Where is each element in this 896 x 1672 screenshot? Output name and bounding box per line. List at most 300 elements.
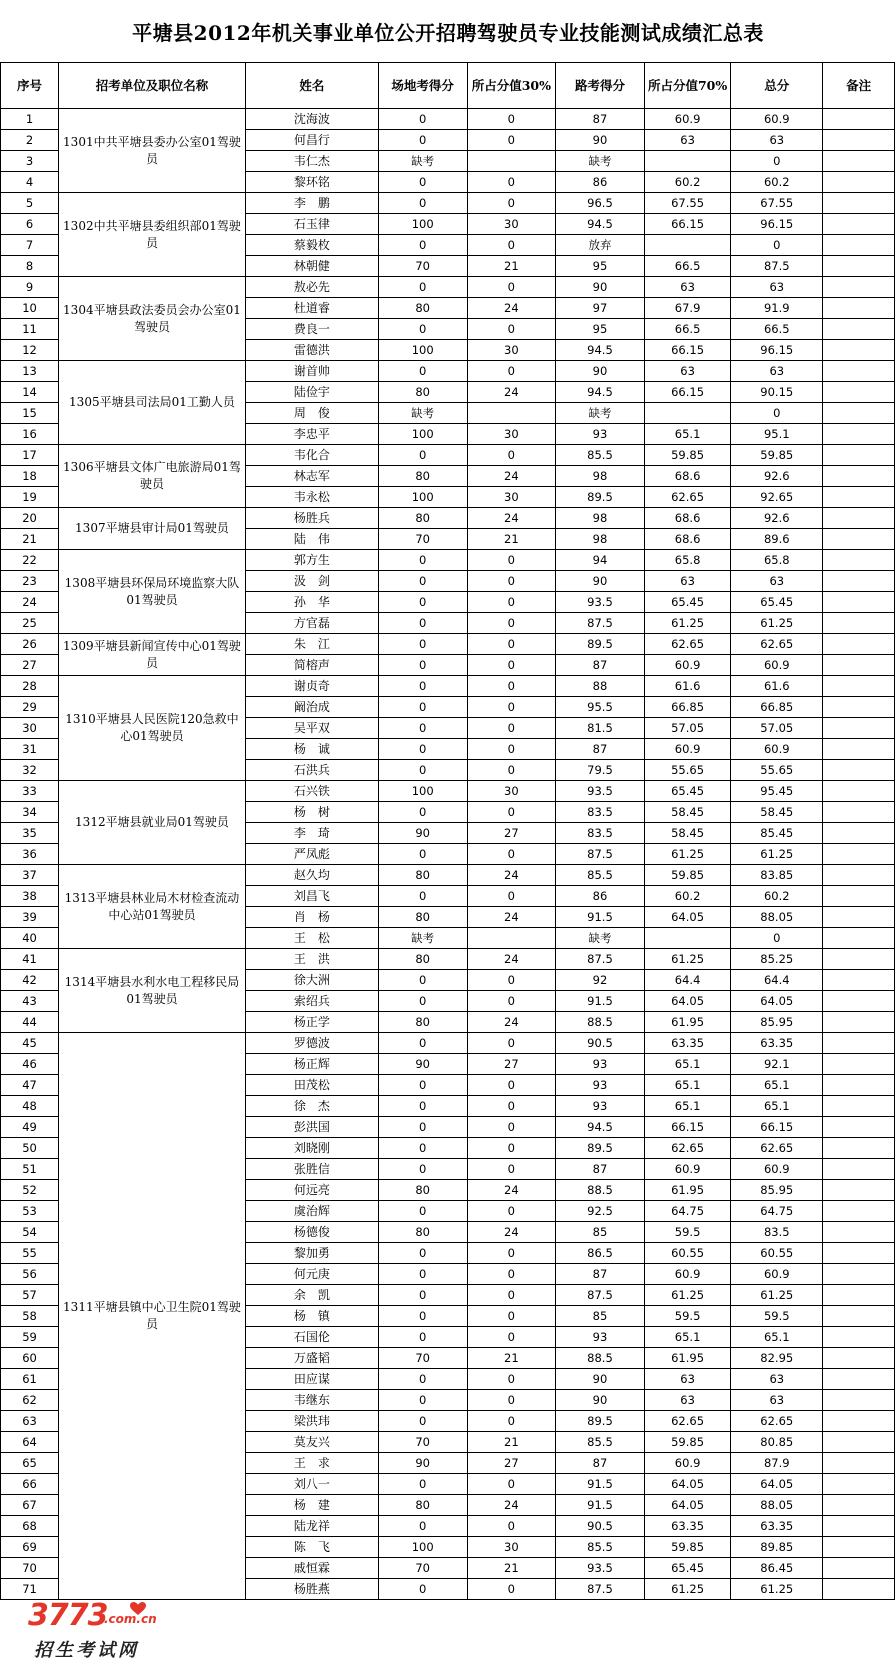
cell-remarks: [823, 361, 895, 382]
cell-total: 87.5: [731, 256, 823, 277]
cell-road-weighted: 62.65: [644, 634, 731, 655]
cell-total: 0: [731, 928, 823, 949]
cell-name: 何远亮: [245, 1180, 378, 1201]
cell-road-weighted: 60.55: [644, 1243, 731, 1264]
cell-remarks: [823, 382, 895, 403]
header-road-weighted: 所占分值70%: [644, 63, 731, 109]
cell-road-score: 86: [556, 886, 645, 907]
cell-index: 27: [1, 655, 59, 676]
cell-field-weighted: 0: [467, 1327, 556, 1348]
cell-road-score: 79.5: [556, 760, 645, 781]
cell-field-weighted: 0: [467, 1285, 556, 1306]
header-index: 序号: [1, 63, 59, 109]
cell-name: 敖必先: [245, 277, 378, 298]
cell-road-weighted: 61.95: [644, 1180, 731, 1201]
cell-remarks: [823, 403, 895, 424]
cell-index: 38: [1, 886, 59, 907]
cell-field-weighted: 21: [467, 529, 556, 550]
cell-index: 41: [1, 949, 59, 970]
cell-total: 62.65: [731, 1411, 823, 1432]
cell-name: 陆俭宇: [245, 382, 378, 403]
cell-field-weighted: 27: [467, 823, 556, 844]
cell-field-score: 0: [378, 1411, 467, 1432]
cell-total: 80.85: [731, 1432, 823, 1453]
cell-road-score: 95: [556, 256, 645, 277]
cell-name: 吴平双: [245, 718, 378, 739]
cell-field-weighted: 0: [467, 739, 556, 760]
cell-total: 59.5: [731, 1306, 823, 1327]
table-row: [1, 508, 895, 529]
cell-remarks: [823, 571, 895, 592]
cell-total: 86.45: [731, 1558, 823, 1579]
cell-name: 石洪兵: [245, 760, 378, 781]
cell-name: 阚治成: [245, 697, 378, 718]
cell-name: 严凤彪: [245, 844, 378, 865]
cell-remarks: [823, 172, 895, 193]
cell-road-score: 85.5: [556, 445, 645, 466]
cell-remarks: [823, 1243, 895, 1264]
cell-remarks: [823, 1222, 895, 1243]
cell-total: 65.1: [731, 1096, 823, 1117]
cell-index: 4: [1, 172, 59, 193]
cell-remarks: [823, 1516, 895, 1537]
header-unit: 招考单位及职位名称: [59, 63, 246, 109]
cell-road-score: 94.5: [556, 214, 645, 235]
cell-road-weighted: 65.45: [644, 781, 731, 802]
cell-field-weighted: 0: [467, 172, 556, 193]
cell-field-weighted: 24: [467, 466, 556, 487]
cell-field-score: 0: [378, 1579, 467, 1600]
cell-index: 3: [1, 151, 59, 172]
cell-road-score: 90: [556, 277, 645, 298]
cell-remarks: [823, 676, 895, 697]
cell-field-weighted: 0: [467, 1264, 556, 1285]
cell-field-weighted: 0: [467, 109, 556, 130]
cell-name: 杨 建: [245, 1495, 378, 1516]
cell-remarks: [823, 1117, 895, 1138]
cell-total: 88.05: [731, 1495, 823, 1516]
cell-total: 66.85: [731, 697, 823, 718]
cell-unit: 1302中共平塘县委组织部01驾驶员: [59, 193, 246, 277]
cell-remarks: [823, 1558, 895, 1579]
cell-field-weighted: [467, 151, 556, 172]
cell-index: 51: [1, 1159, 59, 1180]
cell-road-weighted: 59.5: [644, 1306, 731, 1327]
cell-unit: 1305平塘县司法局01工勤人员: [59, 361, 246, 445]
cell-remarks: [823, 1096, 895, 1117]
cell-field-weighted: 0: [467, 361, 556, 382]
cell-field-score: 80: [378, 508, 467, 529]
cell-name: 黎环铭: [245, 172, 378, 193]
header-total: 总分: [731, 63, 823, 109]
cell-field-score: 0: [378, 1159, 467, 1180]
cell-remarks: [823, 1054, 895, 1075]
cell-road-score: 93: [556, 1075, 645, 1096]
cell-field-weighted: 0: [467, 1369, 556, 1390]
cell-name: 陈 飞: [245, 1537, 378, 1558]
cell-name: 何元庚: [245, 1264, 378, 1285]
page-title: 平塘县2012年机关事业单位公开招聘驾驶员专业技能测试成绩汇总表: [132, 20, 764, 45]
cell-total: 82.95: [731, 1348, 823, 1369]
cell-road-weighted: 57.05: [644, 718, 731, 739]
cell-remarks: [823, 214, 895, 235]
cell-index: 64: [1, 1432, 59, 1453]
cell-field-score: 0: [378, 1285, 467, 1306]
cell-index: 21: [1, 529, 59, 550]
cell-remarks: [823, 655, 895, 676]
cell-road-score: 93.5: [556, 781, 645, 802]
cell-road-weighted: 66.15: [644, 1117, 731, 1138]
cell-name: 朱 江: [245, 634, 378, 655]
cell-field-weighted: 0: [467, 634, 556, 655]
cell-road-weighted: 66.5: [644, 319, 731, 340]
cell-road-score: 88.5: [556, 1180, 645, 1201]
cell-name: 石玉律: [245, 214, 378, 235]
cell-field-score: 100: [378, 1537, 467, 1558]
cell-total: 61.25: [731, 1579, 823, 1600]
cell-remarks: [823, 1432, 895, 1453]
cell-index: 35: [1, 823, 59, 844]
cell-field-weighted: 24: [467, 382, 556, 403]
table-body: [1, 109, 895, 1600]
table-row: [1, 1033, 895, 1054]
cell-total: 60.2: [731, 172, 823, 193]
cell-name: 简榕声: [245, 655, 378, 676]
cell-name: 汲 剑: [245, 571, 378, 592]
cell-remarks: [823, 592, 895, 613]
cell-unit: 1307平塘县审计局01驾驶员: [59, 508, 246, 550]
cell-road-weighted: 66.85: [644, 697, 731, 718]
cell-total: 61.25: [731, 844, 823, 865]
cell-total: 60.9: [731, 1159, 823, 1180]
cell-index: 12: [1, 340, 59, 361]
cell-remarks: [823, 1012, 895, 1033]
cell-total: 0: [731, 235, 823, 256]
score-table: [0, 62, 895, 1600]
cell-index: 69: [1, 1537, 59, 1558]
cell-unit: 1301中共平塘县委办公室01驾驶员: [59, 109, 246, 193]
cell-index: 67: [1, 1495, 59, 1516]
cell-road-weighted: 60.2: [644, 172, 731, 193]
cell-road-score: 92.5: [556, 1201, 645, 1222]
cell-total: 87.9: [731, 1453, 823, 1474]
cell-field-score: 0: [378, 1117, 467, 1138]
cell-road-weighted: 65.1: [644, 1075, 731, 1096]
cell-remarks: [823, 1264, 895, 1285]
cell-index: 68: [1, 1516, 59, 1537]
cell-road-score: 94.5: [556, 340, 645, 361]
cell-index: 32: [1, 760, 59, 781]
cell-road-score: 89.5: [556, 634, 645, 655]
cell-index: 59: [1, 1327, 59, 1348]
cell-field-score: 70: [378, 1348, 467, 1369]
cell-remarks: [823, 949, 895, 970]
cell-field-score: 0: [378, 193, 467, 214]
cell-road-weighted: 61.6: [644, 676, 731, 697]
cell-road-weighted: 58.45: [644, 802, 731, 823]
cell-road-weighted: 64.05: [644, 1474, 731, 1495]
cell-remarks: [823, 256, 895, 277]
cell-total: 57.05: [731, 718, 823, 739]
cell-road-score: 93: [556, 1327, 645, 1348]
cell-index: 37: [1, 865, 59, 886]
cell-road-weighted: 63: [644, 1390, 731, 1411]
cell-remarks: [823, 1201, 895, 1222]
cell-field-weighted: 0: [467, 1201, 556, 1222]
cell-name: 田茂松: [245, 1075, 378, 1096]
cell-field-weighted: 24: [467, 907, 556, 928]
cell-field-score: 0: [378, 739, 467, 760]
cell-road-score: 86: [556, 172, 645, 193]
cell-index: 49: [1, 1117, 59, 1138]
cell-field-score: 缺考: [378, 403, 467, 424]
cell-field-weighted: 0: [467, 991, 556, 1012]
cell-index: 8: [1, 256, 59, 277]
cell-road-score: 87.5: [556, 844, 645, 865]
cell-name: 肖 杨: [245, 907, 378, 928]
cell-total: 60.9: [731, 655, 823, 676]
cell-name: 罗德波: [245, 1033, 378, 1054]
cell-field-score: 缺考: [378, 928, 467, 949]
cell-road-weighted: 68.6: [644, 508, 731, 529]
cell-road-weighted: 63.35: [644, 1516, 731, 1537]
cell-road-score: 放弃: [556, 235, 645, 256]
cell-remarks: [823, 1033, 895, 1054]
cell-field-weighted: 24: [467, 508, 556, 529]
cell-remarks: [823, 1537, 895, 1558]
cell-road-weighted: [644, 403, 731, 424]
cell-unit: 1306平塘县文体广电旅游局01驾驶员: [59, 445, 246, 508]
cell-index: 6: [1, 214, 59, 235]
cell-total: 64.05: [731, 991, 823, 1012]
cell-field-weighted: 0: [467, 1033, 556, 1054]
cell-field-weighted: 0: [467, 445, 556, 466]
cell-field-score: 80: [378, 949, 467, 970]
cell-field-score: 0: [378, 886, 467, 907]
cell-road-weighted: 59.85: [644, 865, 731, 886]
cell-road-weighted: [644, 928, 731, 949]
cell-road-score: 87: [556, 655, 645, 676]
cell-field-weighted: 0: [467, 319, 556, 340]
cell-total: 55.65: [731, 760, 823, 781]
cell-total: 63: [731, 361, 823, 382]
cell-remarks: [823, 1327, 895, 1348]
cell-road-weighted: 65.45: [644, 1558, 731, 1579]
cell-road-score: 85.5: [556, 1432, 645, 1453]
cell-road-weighted: 67.55: [644, 193, 731, 214]
cell-road-score: 90.5: [556, 1033, 645, 1054]
cell-name: 余 凯: [245, 1285, 378, 1306]
cell-total: 85.95: [731, 1012, 823, 1033]
cell-name: 张胜信: [245, 1159, 378, 1180]
cell-field-score: 0: [378, 1033, 467, 1054]
cell-field-weighted: 0: [467, 676, 556, 697]
cell-index: 55: [1, 1243, 59, 1264]
cell-road-score: 90: [556, 571, 645, 592]
cell-name: 杨胜燕: [245, 1579, 378, 1600]
cell-unit: 1313平塘县林业局木材检查流动中心站01驾驶员: [59, 865, 246, 949]
cell-index: 25: [1, 613, 59, 634]
cell-total: 83.85: [731, 865, 823, 886]
cell-name: 刘晓刚: [245, 1138, 378, 1159]
cell-total: 92.1: [731, 1054, 823, 1075]
cell-road-score: 87.5: [556, 1579, 645, 1600]
cell-name: 方官磊: [245, 613, 378, 634]
cell-field-score: 0: [378, 676, 467, 697]
cell-road-score: 91.5: [556, 1474, 645, 1495]
cell-field-weighted: 0: [467, 592, 556, 613]
cell-road-score: 91.5: [556, 991, 645, 1012]
cell-index: 61: [1, 1369, 59, 1390]
cell-field-score: 0: [378, 760, 467, 781]
cell-index: 70: [1, 1558, 59, 1579]
cell-field-weighted: 0: [467, 1390, 556, 1411]
cell-road-weighted: 60.9: [644, 739, 731, 760]
cell-total: 91.9: [731, 298, 823, 319]
cell-total: 88.05: [731, 907, 823, 928]
cell-road-weighted: 65.1: [644, 1096, 731, 1117]
cell-name: 刘八一: [245, 1474, 378, 1495]
cell-field-weighted: 0: [467, 844, 556, 865]
cell-total: 85.25: [731, 949, 823, 970]
cell-field-score: 0: [378, 361, 467, 382]
cell-remarks: [823, 1474, 895, 1495]
cell-total: 92.6: [731, 466, 823, 487]
cell-unit: 1304平塘县政法委员会办公室01驾驶员: [59, 277, 246, 361]
cell-field-score: 0: [378, 697, 467, 718]
cell-name: 万盛韬: [245, 1348, 378, 1369]
cell-road-score: 94: [556, 550, 645, 571]
cell-road-weighted: 61.25: [644, 613, 731, 634]
cell-road-score: 88.5: [556, 1348, 645, 1369]
cell-field-score: 70: [378, 1558, 467, 1579]
cell-name: 王 松: [245, 928, 378, 949]
cell-field-score: 80: [378, 1495, 467, 1516]
header-row: [1, 63, 895, 109]
cell-field-score: 0: [378, 991, 467, 1012]
cell-road-score: 87: [556, 1159, 645, 1180]
cell-field-score: 100: [378, 781, 467, 802]
cell-index: 14: [1, 382, 59, 403]
cell-name: 陆龙祥: [245, 1516, 378, 1537]
cell-field-weighted: 30: [467, 214, 556, 235]
cell-road-score: 90: [556, 361, 645, 382]
header-remarks: 备注: [823, 63, 895, 109]
cell-road-score: 97: [556, 298, 645, 319]
cell-unit: 1310平塘县人民医院120急救中心01驾驶员: [59, 676, 246, 781]
cell-road-score: 90: [556, 1390, 645, 1411]
cell-remarks: [823, 1075, 895, 1096]
cell-field-weighted: 24: [467, 1222, 556, 1243]
table-row: [1, 865, 895, 886]
cell-name: 杨 镇: [245, 1306, 378, 1327]
cell-road-score: 87.5: [556, 1285, 645, 1306]
cell-road-weighted: 65.1: [644, 1054, 731, 1075]
cell-field-weighted: 0: [467, 550, 556, 571]
cell-road-weighted: 66.15: [644, 214, 731, 235]
cell-road-weighted: 64.05: [644, 907, 731, 928]
cell-total: 85.95: [731, 1180, 823, 1201]
cell-name: 沈海波: [245, 109, 378, 130]
cell-road-weighted: 55.65: [644, 760, 731, 781]
cell-remarks: [823, 1369, 895, 1390]
cell-total: 63: [731, 1390, 823, 1411]
cell-field-score: 90: [378, 1054, 467, 1075]
cell-road-score: 95.5: [556, 697, 645, 718]
cell-total: 85.45: [731, 823, 823, 844]
cell-road-weighted: 65.1: [644, 424, 731, 445]
cell-index: 66: [1, 1474, 59, 1495]
cell-index: 53: [1, 1201, 59, 1222]
cell-name: 雷德洪: [245, 340, 378, 361]
cell-name: 郭方生: [245, 550, 378, 571]
cell-index: 24: [1, 592, 59, 613]
cell-field-score: 0: [378, 844, 467, 865]
cell-field-score: 90: [378, 823, 467, 844]
cell-road-weighted: 63.35: [644, 1033, 731, 1054]
cell-index: 52: [1, 1180, 59, 1201]
cell-road-weighted: 63: [644, 361, 731, 382]
cell-name: 黎加勇: [245, 1243, 378, 1264]
cell-field-weighted: 30: [467, 1537, 556, 1558]
cell-field-weighted: 0: [467, 1516, 556, 1537]
header-field-weighted: 所占分值30%: [467, 63, 556, 109]
cell-road-weighted: 61.95: [644, 1348, 731, 1369]
table-row: [1, 550, 895, 571]
cell-index: 15: [1, 403, 59, 424]
cell-total: 92.6: [731, 508, 823, 529]
cell-road-weighted: 59.5: [644, 1222, 731, 1243]
cell-index: 31: [1, 739, 59, 760]
cell-index: 50: [1, 1138, 59, 1159]
cell-field-score: 80: [378, 865, 467, 886]
cell-road-weighted: 62.65: [644, 1411, 731, 1432]
cell-remarks: [823, 697, 895, 718]
cell-road-weighted: [644, 235, 731, 256]
cell-field-weighted: 30: [467, 340, 556, 361]
cell-name: 韦继东: [245, 1390, 378, 1411]
cell-field-weighted: 0: [467, 1579, 556, 1600]
cell-road-weighted: 64.05: [644, 1495, 731, 1516]
cell-total: 63: [731, 130, 823, 151]
cell-remarks: [823, 886, 895, 907]
cell-field-score: 100: [378, 487, 467, 508]
cell-unit: 1312平塘县就业局01驾驶员: [59, 781, 246, 865]
cell-remarks: [823, 1495, 895, 1516]
cell-name: 杨正辉: [245, 1054, 378, 1075]
cell-remarks: [823, 1306, 895, 1327]
cell-total: 66.15: [731, 1117, 823, 1138]
cell-remarks: [823, 340, 895, 361]
cell-remarks: [823, 970, 895, 991]
cell-road-weighted: 60.9: [644, 109, 731, 130]
cell-field-weighted: 27: [467, 1054, 556, 1075]
watermark-subtitle: 招生考试网: [34, 1640, 139, 1661]
cell-field-score: 缺考: [378, 151, 467, 172]
cell-road-score: 90.5: [556, 1516, 645, 1537]
cell-road-weighted: 60.2: [644, 886, 731, 907]
cell-road-score: 缺考: [556, 151, 645, 172]
cell-remarks: [823, 1138, 895, 1159]
cell-total: 63: [731, 571, 823, 592]
cell-field-score: 0: [378, 235, 467, 256]
cell-road-score: 87: [556, 1453, 645, 1474]
cell-field-score: 0: [378, 109, 467, 130]
cell-index: 57: [1, 1285, 59, 1306]
cell-field-weighted: 0: [467, 718, 556, 739]
cell-total: 89.6: [731, 529, 823, 550]
cell-field-weighted: 0: [467, 655, 556, 676]
